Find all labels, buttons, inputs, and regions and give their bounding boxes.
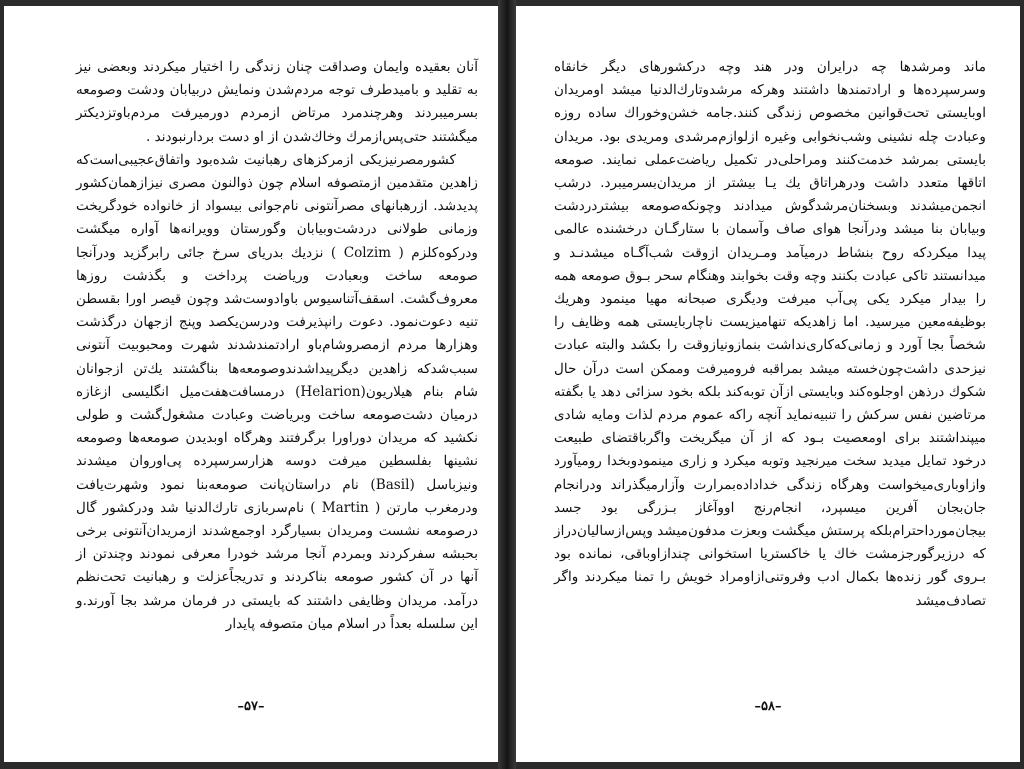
paragraph: کشورمصرنیزیکی ازمرکزهای رهبانیت شده‌بود واتفاق‌عجیبی‌است‌که زاهدین متقدمین ازمتصوفه اسلام چون ذوالنون مصری نیزازهمان‌کشور پدیدشد. ازرهبانهای مصرآنتونی نام‌جوانی بیسواد از خانواده خودگریخت وزمانی طولانی دردشت‌وبیابان وگورستان وویرانه‌ها آواره میگشت ودرکوه‌کلزم ( Colzim ) نزدیك بدریای سرخ جائی رابرگزید ودرآنجا صومعه ساخت وبعبادت وریاضت پرداخت و بگذشت روزها معروف‌گشت. اسقف‌آتناسیوس باوادوست‌شد وچون قیصر اورا بقسطن تنیه دعوت‌نمود. دعوت رانپذیرفت ودرسن‌یکصد وپنج ازجهان درگذشت وهزارها مردم ازمصروشام‌باو ارادتمندشدند شهرت ومحبوبیت آنتونی سبب‌شدکه زاهدین دیگرپیداشدندوصومعه‌ها بناگشتند یك‌تن ازجوانان شام بنام هیلاریون(Helarion) درمسافت‌هفت‌میل انگلیسی ازغازه درمیان دشت‌صومعه ساخت وبریاضت وعبادت مشغول‌گشت و طولی نکشید که مریدان دوراورا برگرفتند وهرگاه اوبدیدن صومعه‌ها وصومعه نشینها بفلسطین میرفت دوسه هزارسرسپرده پی‌اوروان میشدند ونیزباسل (Basil) نام دراستان‌پانت صومعه‌بنا نمود وشهرت‌یافت ودرمغرب مارتن ( Martin ) نام‌سربازی تارك‌الدنیا شد ودرکشور گال درصومعه نشست ومریدان بسیارگرد اوجمع‌شدند ازمریدان‌آنتونی برخی بحبشه سفرکردند وبمردم آنجا مرشد خودرا معرفی نمودند وچندتن از آنها در آن کشور صومعه بناکردند و تدریجاًعزلت و رهبانیت تحت‌نظم درآمد. مریدان وظایفی داشتند که بایستی در فرمان مرشد بجا آورند.و این سلسله بعداً در اسلام میان متصوفه پایدار: [76, 151, 478, 632]
left-page: [4, 6, 498, 762]
page-number: –۵۷–: [237, 699, 265, 714]
right-page-text: [554, 56, 986, 613]
paragraph: آنان بعقیده وایمان وصداقت چنان زندگی را اختیار میکردند وبعضی نیز به تقلید و بامیدطرف توجه مردم‌شدن ونمایش دربیابان ودشت وصومعه بسرمیبردند وهرچندمرد مرتاض ازمردم دورمیرفت مردم‌باوتزدیکتر میگشتند حتی‌پس‌ازمرك وخاك‌شدن از او دست بردارنبودند .: [76, 59, 478, 145]
page-number: –۵۸–: [754, 699, 782, 714]
book-gutter: [498, 0, 516, 769]
left-page-text: [76, 56, 478, 636]
right-page: [516, 6, 1020, 762]
paragraph: ماند ومرشدها چه درایران ودر هند وچه درکشورهای دیگر خانقاه وسرسپرده‌ها و ارادتمندها داشتند وهرکه مرشدوتارك‌الدنیا میشد اومریدان اوبایستی تحت‌قوانین مخصوص زندگی کنند.جامه خشن‌وخوراك ساده روزه وعبادت چله نشینی وشب‌نخوابی وغیره ازلوازم‌مرشدی ومریدی بود. مریدان بایستی بمرشد خدمت‌کنند ومراحلی‌در تکمیل ریاضت‌عملی نمایند. صومعه اتاقها متعدد داشت ودرهراتاق يك يـا بيشتر از مریدان‌بسرمیبرد. درشب انجمن‌میشدند وبسخنان‌مرشدگوش میدادند وچونکه‌صومعه بیشتردردشت وبیابان بنا میشد ودرآنجا هوای صاف وآسمان با ستارگـان درخشنده عالمی پیدا میکردکه روح بنشاط درمیآمد ومـریدان ازوقت شب‌آگـاه میشدنـد و میدانستند تاکی عبادت بکنند وچه وقت بخوابند وهنگام سحر بـوق صومعه همه را بیدار میکرد یکی پی‌آب میرفت ودیگری صبحانه مهیا مینمود وهریك بوظیفه‌معین میرسید. اما زاهدیکه تنهامیزیست ناچاربایستی همه وظایف را شخصاً بجا آورد و زمانی‌که‌کاری‌نداشت بنمازونیازوقت را بکشد والبته عبادت نیزحدی داشت‌چون‌خسته میشد بمراقبه فرومیرفت وممکن است درآن حال شکوك درذهن اوجلوه‌کند وبایستی ازآن توبه‌کند بلکه بخود سزائی دهد یا بگفته مرتاضین نفس سرکش را تنبیه‌نماید آنچه راکه عموم مردم لذات ومایه شادی میپنداشتند برای اومعصیت بـود که از آن میگریخت واگرباقتضای طبیعت درخود تمایل میدید سخت میرنجید وتوبه میکرد و زاری مینمودوبخدا رومیآورد وازاوباری‌میخواست وهرگاه زندگی خداداده‌بمرارت وآزارمیگذراند ودرانجام جان‌بجان آفرین میسپرد، انجام‌رنج اووآغاز بـزرگی بود جسد بیجان‌مورداحترام‌بلکه پرستش میگشت وبعزت مدفون‌میشد وپس‌ازسالیان‌دراز که درزیرگورجزمشت خاك یا خاکستریا استخوانی چندازاوباقی، نمانده بود بـروی گور زنده‌ها بکمال ادب وفروتنی‌ازاومراد خویش را تمنا میکردند واگر تصادف‌میشد: [554, 59, 986, 609]
